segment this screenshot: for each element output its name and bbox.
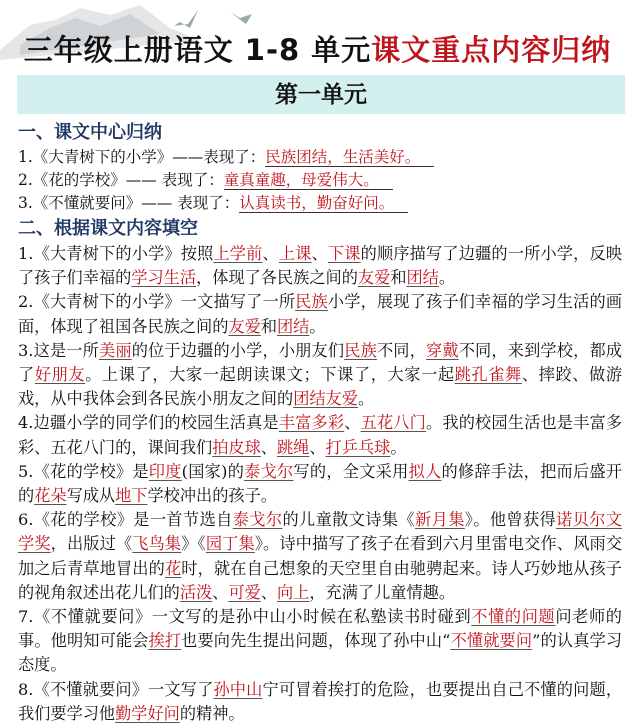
paragraph-text: 。 bbox=[357, 389, 375, 409]
paragraph-1 bbox=[18, 242, 622, 290]
summary-answer: 认真读书，勤奋好问。 bbox=[239, 194, 408, 213]
paragraph-text: 4.边疆小学的同学们的校园生活真是 bbox=[18, 413, 279, 433]
title-red: 课文重点内容归纳 bbox=[371, 33, 612, 67]
answer-blank: 泰戈尔 bbox=[244, 461, 294, 481]
paragraph-6 bbox=[18, 508, 622, 605]
answer-blank: 诺贝尔文学奖 bbox=[18, 510, 623, 554]
paragraph-text: 和 bbox=[390, 268, 407, 288]
paragraph-text: (国家)的 bbox=[181, 461, 245, 481]
paragraph-7 bbox=[18, 605, 622, 678]
paragraph-text: 不同，来到学校，都成了 bbox=[18, 340, 623, 385]
paragraph-text: 1.《大青树下的小学》按照 bbox=[18, 244, 214, 263]
paragraph-text: ”的认真学习态度。 bbox=[18, 631, 623, 675]
paragraph-text: 不同， bbox=[376, 340, 426, 360]
answer-blank: 挨打 bbox=[148, 631, 182, 651]
answer-blank: 团结 bbox=[277, 316, 310, 336]
paragraph-text: ，充满了儿童情趣。 bbox=[309, 582, 456, 602]
paragraph-text: ，体现了各民族之间的 bbox=[196, 268, 358, 288]
answer-blank: 花 bbox=[164, 558, 182, 578]
paragraph-8 bbox=[18, 678, 622, 726]
paragraph-text: 也要向先生提出问题，体现了孙中山“ bbox=[181, 631, 451, 651]
paragraph-text: 》。诗中描写了孩子在看到六月里雷电交作、风雨交加之后青草地冒出的 bbox=[18, 534, 623, 578]
paragraph-text: ，出版过《 bbox=[50, 534, 133, 554]
answer-blank: 新月集 bbox=[415, 510, 465, 530]
paragraph-text: 》。他曾获得 bbox=[464, 510, 557, 530]
paragraph-text: 宁可冒着挨打的危险，也要提出自己不懂的问题，我们要学习他 bbox=[18, 679, 623, 723]
answer-blank: 上学前 bbox=[213, 244, 263, 263]
paragraph-text: 、 bbox=[212, 582, 229, 602]
paragraph-text: 。上课了，大家一起朗读课文；下课了，大家一起 bbox=[85, 365, 455, 385]
answer-blank: 上课 bbox=[278, 244, 312, 263]
paragraph-text: 的修辞手法，把而后盛开的 bbox=[18, 461, 623, 506]
paragraph-text: 、摔跤、做游戏，从中我体会到各民族小朋友之间的 bbox=[18, 365, 623, 409]
summary-answer: 童真童趣，母爱伟大。 bbox=[224, 171, 393, 190]
paragraph-text: 、 bbox=[260, 437, 277, 457]
answer-blank: 跳孔雀舞 bbox=[454, 365, 522, 385]
summary-text: 1.《大青树下的小学》——表现了： bbox=[18, 148, 266, 166]
paragraph-text: 的位于边疆的小学，小朋友们 bbox=[131, 340, 345, 360]
paragraph-text: 、 bbox=[344, 413, 361, 433]
title-black: 三年级上册语文 1-8 单元 bbox=[23, 33, 372, 67]
answer-blank: 向上 bbox=[277, 582, 310, 602]
summary-item bbox=[18, 192, 408, 214]
answer-blank: 美丽 bbox=[99, 340, 132, 360]
paragraph-5 bbox=[18, 460, 622, 508]
answer-blank: 地下 bbox=[115, 486, 148, 506]
answer-blank: 拍皮球 bbox=[212, 437, 261, 457]
answer-blank: 穿戴 bbox=[425, 340, 459, 360]
summary-text: 2.《花的学校》—— 表现了： bbox=[18, 171, 224, 189]
answer-blank: 下课 bbox=[327, 244, 361, 263]
answer-blank: 友爱 bbox=[357, 268, 391, 288]
answer-blank: 学习生活 bbox=[131, 268, 197, 288]
paragraph-text: 8.《不懂就要问》一文写了 bbox=[18, 679, 214, 699]
paragraph-4 bbox=[18, 411, 622, 459]
paragraph-text: 小学，展现了孩子们幸福的学习生活的画面，体现了祖国各民族之间的 bbox=[18, 292, 623, 336]
answer-blank: 拟人 bbox=[408, 461, 442, 481]
document-title bbox=[0, 28, 635, 69]
answer-blank: 团结 bbox=[406, 268, 439, 288]
paragraph-text: 》《 bbox=[181, 534, 206, 554]
paragraph-2 bbox=[18, 290, 622, 338]
answer-blank: 印度 bbox=[148, 461, 182, 481]
paragraph-3 bbox=[18, 339, 622, 412]
paragraph-text: 。 bbox=[390, 437, 407, 457]
paragraph-text: 写成从 bbox=[66, 486, 116, 506]
paragraph-text: 问老师的事。他明知可能会 bbox=[18, 607, 622, 651]
paragraph-text: 的儿童散文诗集《 bbox=[282, 510, 416, 530]
answer-blank: 跳绳 bbox=[277, 437, 310, 457]
answer-blank: 不懂的问题 bbox=[471, 607, 556, 627]
summary-item bbox=[18, 169, 393, 191]
paragraph-text: 7.《不懂就要问》一文写的是孙中山小时候在私塾读书时碰到 bbox=[18, 607, 472, 627]
paragraph-text: 。 bbox=[309, 316, 326, 336]
section-heading: 一、课文中心归纳 bbox=[18, 122, 162, 143]
paragraph-text: 写的，全文采用 bbox=[293, 461, 409, 481]
answer-blank: 飞鸟集 bbox=[132, 534, 182, 554]
answer-blank: 泰戈尔 bbox=[232, 510, 283, 530]
paragraph-text: 。我的校园生活也是丰富多彩、五花八门的，课间我们 bbox=[18, 413, 623, 457]
answer-blank: 花朵 bbox=[34, 486, 67, 506]
unit-title: 第一单元 bbox=[275, 81, 367, 108]
paragraph-text: 。 bbox=[438, 268, 456, 288]
answer-blank: 丰富多彩 bbox=[278, 413, 345, 433]
paragraph-text: 2.《大青树下的小学》一文描写了一所 bbox=[18, 292, 296, 312]
paragraph-text: 、 bbox=[262, 244, 279, 263]
answer-blank: 友爱 bbox=[228, 316, 261, 336]
paragraph-text: 、 bbox=[309, 437, 326, 457]
paragraph-text: 时，就在自己想象的天空里自由驰骋起来。诗人巧妙地从孩子的视角叙述出花儿们的 bbox=[18, 558, 622, 602]
summary-text: 3.《不懂就要问》—— 表现了： bbox=[18, 194, 240, 212]
answer-blank: 不懂就要问 bbox=[450, 631, 533, 651]
section-heading: 二、根据课文内容填空 bbox=[18, 218, 198, 239]
paragraph-text: 6.《花的学校》是一首节选自 bbox=[18, 510, 233, 530]
answer-blank: 打乒乓球 bbox=[325, 437, 391, 457]
answer-blank: 勤学好问 bbox=[115, 703, 180, 723]
answer-blank: 可爱 bbox=[228, 582, 261, 602]
answer-blank: 活泼 bbox=[179, 582, 213, 602]
fill-in-paragraphs bbox=[18, 242, 622, 726]
answer-blank: 园丁集 bbox=[205, 534, 255, 554]
answer-blank: 民族 bbox=[344, 340, 377, 360]
answer-blank: 团结友爱 bbox=[293, 389, 358, 409]
summary-answer: 民族团结，生活美好。 bbox=[265, 148, 434, 167]
paragraph-text: 3.这是一所 bbox=[18, 340, 99, 360]
paragraph-text: 学校冲出的孩子。 bbox=[147, 486, 277, 506]
answer-blank: 民族 bbox=[295, 292, 328, 312]
answer-blank: 五花八门 bbox=[360, 413, 427, 433]
paragraph-text: 和 bbox=[260, 316, 277, 336]
answer-blank: 孙中山 bbox=[213, 679, 263, 699]
unit-banner bbox=[17, 75, 625, 114]
paragraph-text: 的顺序描写了边疆的一所小学，反映了孩子们幸福的 bbox=[18, 244, 623, 288]
paragraph-text: 、 bbox=[260, 582, 277, 602]
paragraph-text: 的精神。 bbox=[179, 703, 245, 723]
answer-blank: 好朋友 bbox=[34, 365, 86, 385]
summary-item bbox=[18, 146, 434, 168]
paragraph-text: 5.《花的学校》是 bbox=[18, 461, 149, 481]
paragraph-text: 、 bbox=[311, 244, 328, 263]
